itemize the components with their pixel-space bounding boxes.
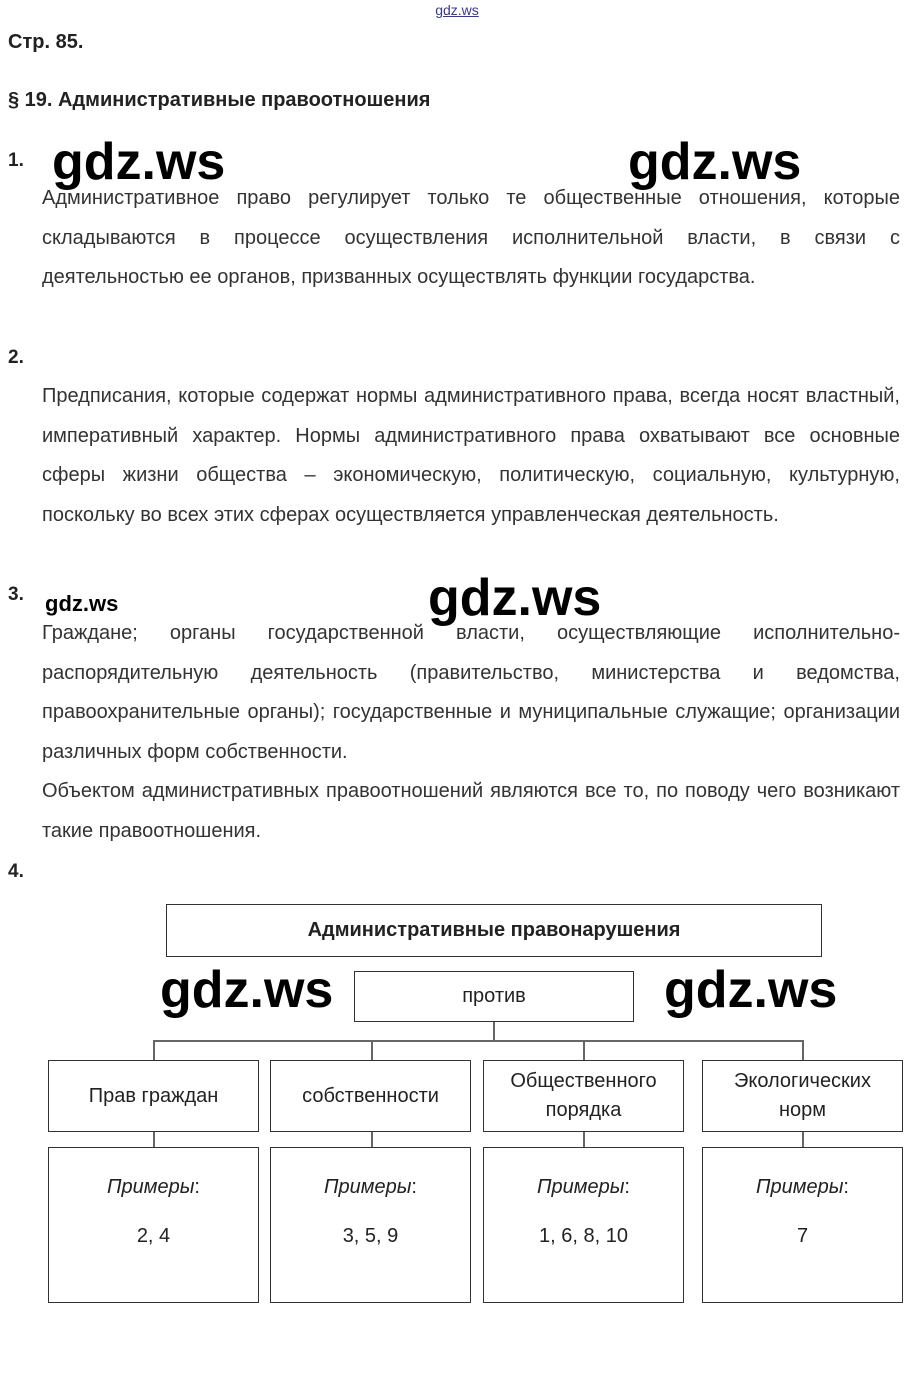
- category-label-1: Прав граждан: [88, 1084, 219, 1107]
- answer-2-number: 2.: [8, 347, 24, 368]
- answer-3-text: Граждане; органы государственной власти, осуществляющие исполнительно-распорядительную деятельность (правительство, министерства и ведомства, правоохранительные органы); государственные и муниципальные служащие; организации различных форм собственности.: [42, 622, 900, 763]
- connector-drop-4: [802, 1040, 804, 1060]
- connector-drop-1: [153, 1040, 155, 1060]
- watermark-2: gdz.ws: [628, 133, 802, 191]
- category-box-1: [48, 1060, 259, 1132]
- watermark-4: gdz.ws: [428, 569, 602, 627]
- category-label-3: Общественного порядка: [510, 1070, 657, 1121]
- category-label-2: собственности: [302, 1084, 439, 1107]
- section-title: § 19. Административные правоотношения: [8, 89, 431, 111]
- category-box-3: [483, 1060, 684, 1132]
- diagram-connector: против: [462, 985, 526, 1007]
- examples-values-4: 7: [796, 1225, 809, 1247]
- category-box-2: [270, 1060, 471, 1132]
- examples-label-2: Примеры:: [324, 1176, 417, 1198]
- watermark-5: gdz.ws: [160, 961, 334, 1019]
- diagram-connector-box: [354, 971, 634, 1022]
- diagram-title-box: [166, 904, 822, 957]
- connector-line-vertical: [493, 1022, 495, 1040]
- examples-label-1: Примеры:: [107, 1176, 200, 1198]
- connector-drop-3: [583, 1040, 585, 1060]
- diagram-title: Административные правонарушения: [307, 919, 681, 941]
- examples-label-4: Примеры:: [756, 1176, 849, 1198]
- category-box-4: [702, 1060, 903, 1132]
- watermark-6: gdz.ws: [664, 961, 838, 1019]
- answer-3-number: 3.: [8, 584, 24, 605]
- watermark-3: gdz.ws: [45, 591, 119, 616]
- watermark-1: gdz.ws: [52, 133, 226, 191]
- page-number: Стр. 85.: [8, 31, 84, 53]
- connector-link-2: [371, 1131, 373, 1148]
- examples-label-3: Примеры:: [537, 1176, 630, 1198]
- examples-box-2: [270, 1147, 471, 1303]
- examples-box-4: [702, 1147, 903, 1303]
- top-watermark: gdz.ws: [435, 2, 479, 18]
- examples-box-3: [483, 1147, 684, 1303]
- answer-4-number: 4.: [8, 861, 24, 882]
- answer-1-text: Административное право регулирует только те общественные отношения, которые складываются в процессе осуществления исполнительной власти, в связи с деятельностью ее органов, призванных осуществлять функции государства.: [42, 187, 900, 288]
- examples-values-1: 2, 4: [136, 1225, 171, 1247]
- connector-drop-2: [371, 1040, 373, 1060]
- answer-3-text-2: Объектом административных правоотношений являются все то, по поводу чего возникают такие правоотношения.: [42, 780, 900, 842]
- connector-link-4: [802, 1131, 804, 1148]
- category-label-4: Экологических норм: [734, 1070, 871, 1121]
- examples-values-2: 3, 5, 9: [342, 1225, 399, 1247]
- connector-link-1: [153, 1131, 155, 1148]
- connector-line-horizontal: [153, 1040, 803, 1042]
- answer-1-number: 1.: [8, 150, 24, 171]
- examples-values-3: 1, 6, 8, 10: [539, 1225, 628, 1247]
- examples-box-1: [48, 1147, 259, 1303]
- connector-link-3: [583, 1131, 585, 1148]
- answer-2-text: Предписания, которые содержат нормы административного права, всегда носят властный, императивный характер. Нормы административного права охватывают все основные сферы жизни общества – экономическую, политическую, социальную, культурную, поскольку во всех этих сферах осуществляется управленческая деятельность.: [42, 385, 900, 526]
